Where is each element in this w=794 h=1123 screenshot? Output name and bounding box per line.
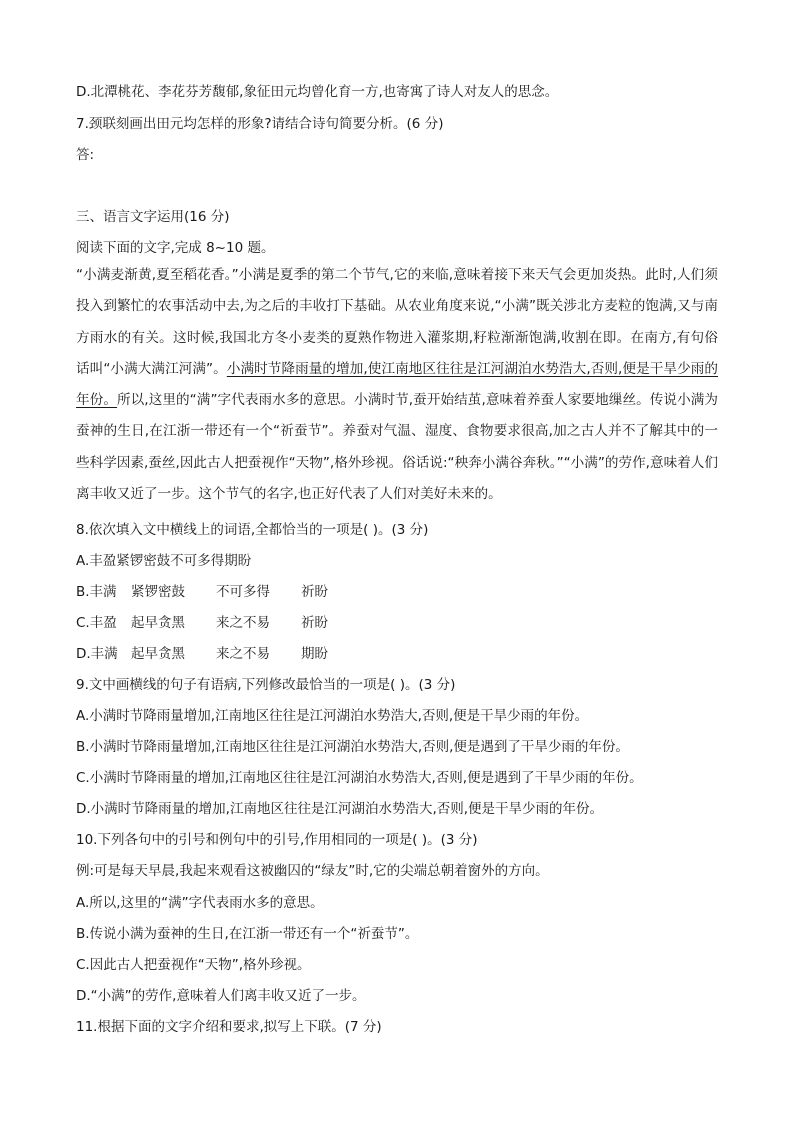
answer-label: 答: (76, 147, 95, 163)
q8-d-word-4: 期盼 (301, 646, 328, 662)
q6-option-d: D.北潭桃花、李花芬芳馥郁,象征田元均曾化育一方,也寄寓了诗人对友人的思念。 (76, 84, 559, 100)
passage (76, 260, 718, 510)
q10-option-c: C.因此古人把蚕视作“天物”,格外珍视。 (76, 957, 311, 973)
q9-option-a: A.小满时节降雨量增加,江南地区往往是江河湖泊水势浩大,否则,便是干旱少雨的年份。 (76, 708, 589, 724)
q10-option-b: B.传说小满为蚕神的生日,在江浙一带还有一个“祈蚕节”。 (76, 926, 419, 942)
q8-d-word-2: 起早贪黑 (131, 646, 185, 662)
q8-c-word-3: 来之不易 (216, 615, 270, 631)
q9-option-c: C.小满时节降雨量的增加,江南地区往往是江河湖泊水势浩大,否则,便是遇到了干旱少雨的年份。 (76, 770, 643, 786)
q8-option-b (76, 582, 361, 602)
q8-b-word-1: B.丰满 (76, 584, 117, 600)
question-7: 7.颈联刻画出田元均怎样的形象?请结合诗句简要分析。(6 分) (76, 116, 444, 132)
reading-instruction: 阅读下面的文字,完成 8~10 题。 (76, 240, 275, 256)
q8-c-word-4: 祈盼 (301, 615, 328, 631)
passage-underlined-sentence: 小满时节降雨量的增加,使江南地区往往是江河湖泊水势浩大,否则,便是干旱少雨的年份。 (76, 360, 718, 409)
q8-option-d (76, 644, 361, 664)
passage-text-after: 所以,这里的“满”字代表雨水多的意思。小满时节,蚕开始结茧,意味着养蚕人家要地缫丝。传说小满为蚕神的生日,在江浙一带还有一个“祈蚕节”。养蚕对气温、湿度、食物要求很高,加之古人并不了解其中的一些科学因素,蚕丝,因此古人把蚕视作“天物”,格外珍视。俗话说:“秧奔小满谷奔秋。”“小满”的劳作,意味着人们离丰收又近了一步。这个节气的名字,也正好代表了人们对美好未来的。 (76, 392, 719, 503)
question-10: 10.下列各句中的引号和例句中的引号,作用相同的一项是( )。(3 分) (76, 832, 478, 848)
q8-d-word-1: D.丰满 (76, 646, 118, 662)
q8-option-c (76, 613, 361, 633)
q10-option-d: D.“小满”的劳作,意味着人们离丰收又近了一步。 (76, 988, 366, 1004)
section-3-heading: 三、语言文字运用(16 分) (76, 209, 230, 225)
q8-b-word-2: 紧锣密鼓 (131, 584, 185, 600)
q9-option-b: B.小满时节降雨量增加,江南地区往往是江河湖泊水势浩大,否则,便是遇到了干旱少雨的年份。 (76, 739, 629, 755)
question-11: 11.根据下面的文字介绍和要求,拟写上下联。(7 分) (76, 1019, 382, 1035)
q8-option-a: A.丰盈紧锣密鼓不可多得期盼 (76, 553, 252, 569)
passage-text-before: “小满麦渐黄,夏至稻花香。”小满是夏季的第二个节气,它的来临,意味着接下来天气会更加炎热。此时,人们须投入到繁忙的农事活动中去,为之后的丰收打下基础。从农业角度来说,“小满”既关涉北方麦粒的饱满,又与南方雨水的有关。这时候,我国北方冬小麦类的夏熟作物进入灌浆期,籽粒渐渐饱满,收割在即。在南方,有句俗话叫“小满大满江河满”。 (76, 267, 718, 377)
q9-option-d: D.小满时节降雨量的增加,江南地区往往是江河湖泊水势浩大,否则,便是干旱少雨的年份。 (76, 801, 604, 817)
q8-c-word-1: C.丰盈 (76, 615, 117, 631)
q8-c-word-2: 起早贪黑 (131, 615, 185, 631)
q8-d-word-3: 来之不易 (216, 646, 270, 662)
q10-option-a: A.所以,这里的“满”字代表雨水多的意思。 (76, 895, 324, 911)
q8-b-word-3: 不可多得 (216, 584, 270, 600)
q10-example: 例:可是每天早晨,我起来观看这被幽囚的“绿友”时,它的尖端总朝着窗外的方向。 (76, 863, 549, 879)
question-9: 9.文中画横线的句子有语病,下列修改最恰当的一项是( )。(3 分) (76, 677, 456, 693)
question-8: 8.依次填入文中横线上的词语,全都恰当的一项是( )。(3 分) (76, 522, 429, 538)
q8-b-word-4: 祈盼 (301, 584, 328, 600)
